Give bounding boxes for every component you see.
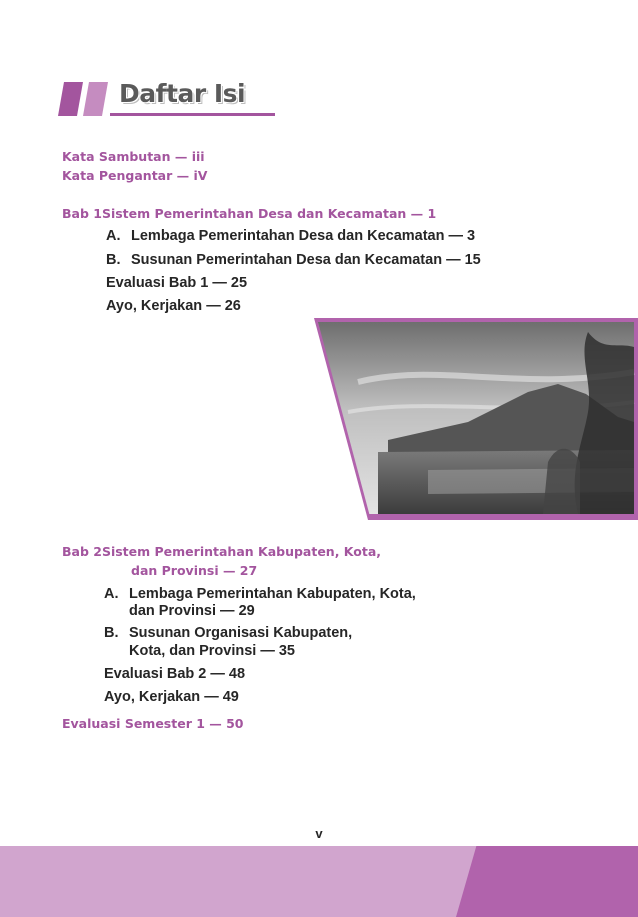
toc-entry-kata-pengantar[interactable]: Kata Pengantar — iV [62,168,208,183]
entry-text: Susunan Pemerintahan Desa dan Kecamatan — 15 [131,252,481,268]
entry-text: Lembaga Pemerintahan Kabupaten, Kota, [129,586,416,602]
toc-entry-ayo-kerjakan-2[interactable]: Ayo, Kerjakan — 49 [104,689,239,705]
entry-label: A. [106,228,121,244]
footer-accent [456,846,638,917]
toc-entry-evaluasi-semester[interactable]: Evaluasi Semester 1 — 50 [62,716,244,731]
header-bar-light [83,82,108,116]
page-number: v [315,826,323,841]
title-underline [110,113,275,116]
toc-entry-ayo-kerjakan-1[interactable]: Ayo, Kerjakan — 26 [106,298,241,314]
toc-entry-2a[interactable] [104,586,416,602]
toc-entry-evaluasi-bab-2[interactable]: Evaluasi Bab 2 — 48 [104,666,246,682]
entry-text: Susunan Organisasi Kabupaten, [129,625,353,641]
header-bar-dark [58,82,83,116]
toc-entry-1b[interactable] [106,252,481,268]
entry-label: A. [104,586,119,602]
toc-entry-kata-sambutan[interactable]: Kata Sambutan — iii [62,149,205,164]
landscape-photo [314,318,638,520]
entry-label: B. [106,252,121,268]
toc-entry-evaluasi-bab-1[interactable]: Evaluasi Bab 1 — 25 [106,275,248,291]
page-title: Daftar Isi [119,79,246,108]
toc-chapter-2-heading[interactable]: Bab 2Sistem Pemerintahan Kabupaten, Kota, [62,544,382,559]
toc-chapter-2-heading-cont[interactable]: dan Provinsi — 27 [131,563,258,578]
toc-entry-2b-cont[interactable]: Kota, dan Provinsi — 35 [129,643,295,659]
toc-entry-2b[interactable] [104,625,352,641]
entry-label: B. [104,625,119,641]
toc-entry-1a[interactable] [106,228,475,244]
entry-text: Lembaga Pemerintahan Desa dan Kecamatan — 3 [131,228,476,244]
toc-chapter-1-heading[interactable]: Bab 1Sistem Pemerintahan Desa dan Kecamatan — 1 [62,206,437,221]
toc-entry-2a-cont[interactable]: dan Provinsi — 29 [129,603,255,619]
